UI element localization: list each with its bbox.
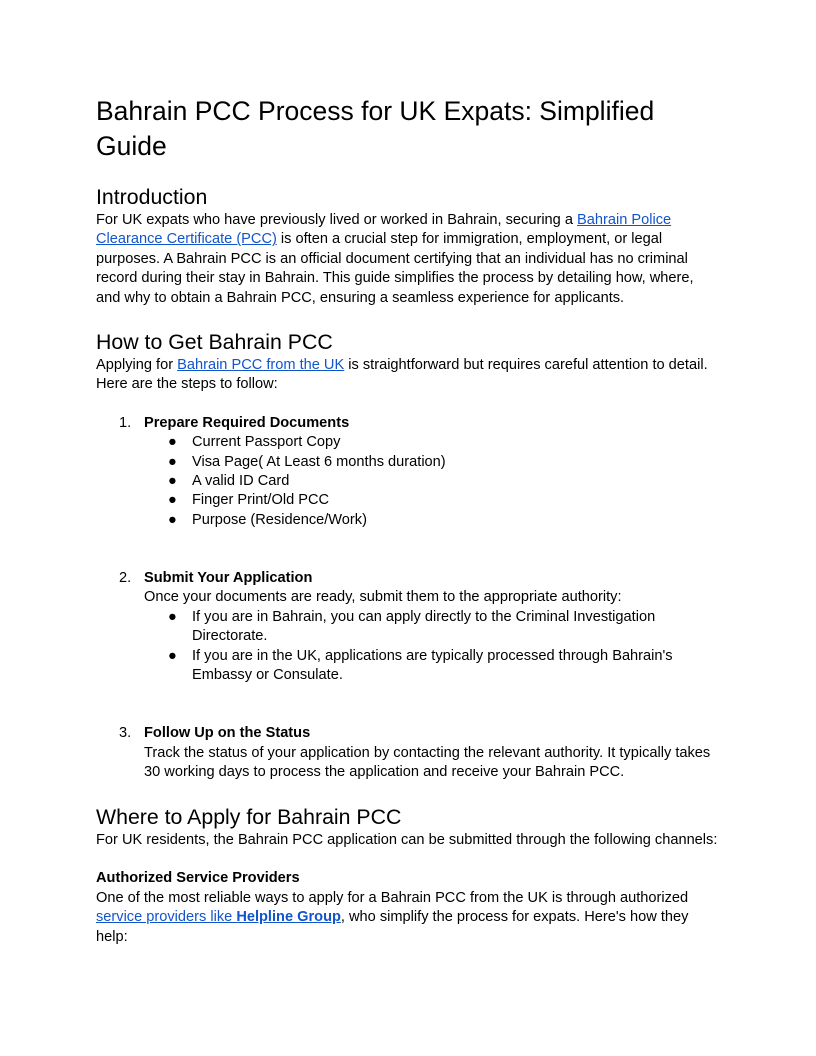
document-body [96, 94, 720, 947]
helpline-group-link[interactable]: service providers like Helpline Group [96, 909, 341, 926]
pcc-from-uk-link[interactable]: Bahrain PCC from the UK [177, 357, 345, 374]
list-item: ● Finger Print/Old PCC [144, 491, 720, 510]
step-title: Submit Your Application [144, 570, 313, 587]
step-item [96, 724, 720, 782]
step-title: Follow Up on the Status [144, 725, 311, 742]
step-text: Once your documents are ready, submit them to the appropriate authority: [144, 589, 622, 606]
providers-paragraph: One of the most reliable ways to apply for a Bahrain PCC from the UK is through authorized service providers like Helpline Group, who simplify the process for expats. Here's how they help: [96, 889, 689, 945]
bullet-icon: ● [168, 434, 177, 451]
list-item: ● Visa Page( At Least 6 months duration) [144, 453, 720, 472]
where-paragraph: For UK residents, the Bahrain PCC application can be submitted through the following channels: [96, 831, 718, 848]
list-item: ● Current Passport Copy [144, 433, 720, 452]
bahrain-pcc-link[interactable]: Bahrain Police Clearance Certificate (PCC) [96, 212, 672, 248]
bullet-icon: ● [168, 608, 177, 625]
bullet-icon: ● [168, 647, 177, 664]
bullet-list [144, 608, 720, 686]
list-item: ● If you are in Bahrain, you can apply directly to the Criminal Investigation Directorate. [168, 608, 656, 645]
list-item: ● If you are in the UK, applications are typically processed through Bahrain's Embassy or Consulate. [168, 647, 673, 684]
sub-heading: Authorized Service Providers [96, 870, 300, 887]
bullet-list [144, 433, 720, 530]
step-item [96, 569, 720, 705]
list-item: ● A valid ID Card [144, 472, 720, 491]
step-number: 2. [119, 570, 132, 587]
bullet-icon: ● [168, 511, 177, 528]
list-item: ● Purpose (Residence/Work) [144, 511, 720, 530]
document-title: Bahrain PCC Process for UK Expats: Simplified Guide [96, 96, 655, 161]
step-title: Prepare Required Documents [144, 414, 350, 431]
step-item [96, 414, 720, 550]
how-heading: How to Get Bahrain PCC [96, 330, 333, 355]
intro-paragraph: For UK expats who have previously lived or worked in Bahrain, securing a Bahrain Police Clearance Certificate (PCC) is often a crucial step for immigration, employment, or legal purposes. A Bahrain PCC is an official document certifying that an individual has no criminal record during their stay in Bahrain. This guide simplifies the process by detailing how, where, and why to obtain a Bahrain PCC, ensuring a seamless experience for applicants. [96, 212, 694, 306]
step-number: 3. [119, 725, 132, 742]
bullet-icon: ● [168, 492, 177, 509]
intro-heading: Introduction [96, 185, 208, 209]
step-number: 1. [119, 414, 132, 431]
step-text: Track the status of your application by contacting the relevant authority. It typically takes 30 working days to process the application and receive your Bahrain PCC. [144, 744, 711, 781]
bullet-icon: ● [168, 453, 177, 470]
where-heading: Where to Apply for Bahrain PCC [96, 804, 402, 829]
how-paragraph: Applying for Bahrain PCC from the UK is straightforward but requires careful attention to detail. Here are the steps to follow: [96, 357, 708, 393]
bullet-icon: ● [168, 473, 177, 490]
steps-list [96, 414, 720, 783]
